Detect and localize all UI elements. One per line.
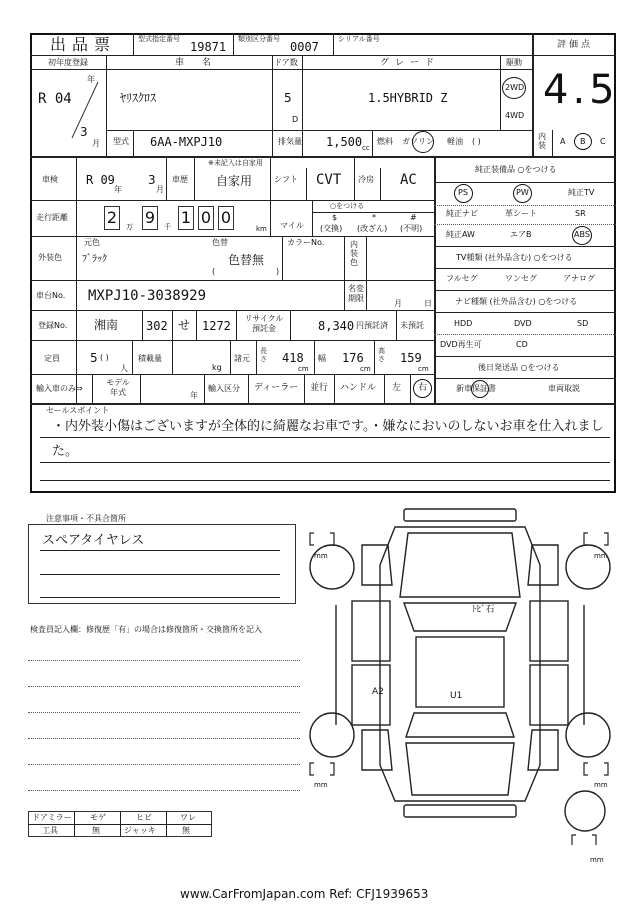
history-label: 車歴 [172, 175, 188, 184]
std-equip-item: PW [516, 188, 529, 197]
doors-value: 5 [284, 91, 292, 105]
tread-mm: mm [314, 781, 328, 789]
mileage-circle-note: ○をつける [330, 202, 365, 210]
mirror-cell: ジャッキ [124, 826, 156, 835]
mirror-cell: ドアミラー [32, 813, 72, 822]
first-reg-year-unit: 年 [87, 75, 95, 84]
chassis-value: MXPJ10-3038929 [88, 288, 207, 304]
registration-region: 湘南 [94, 318, 119, 332]
abs-circle [572, 226, 592, 245]
light-oil-label: 軽油 [447, 137, 463, 146]
car-damage-diagram [300, 505, 620, 845]
doors-label: ドア数 [274, 58, 298, 67]
evaluation-score: 4.5 [543, 67, 619, 113]
color-repaint-label: 色替 [212, 238, 228, 247]
inspection-label: 車検 [42, 175, 58, 184]
shift-value: CVT [316, 172, 342, 188]
tv-option: ワンセグ [505, 274, 537, 283]
std-equip-item: 純正ナビ [446, 209, 478, 218]
mileage-digit: 0 [198, 206, 214, 230]
std-equip-item: 革シート [505, 209, 537, 218]
navi-header: ナビ種類 (社外品含む) ○をつける [455, 297, 578, 306]
drive-2wd-circle [502, 77, 526, 99]
mileage-unknown-symbol: # [410, 213, 417, 222]
color-orig-value: ﾌﾞﾗｯｸ [82, 254, 107, 265]
handle-left: 左 [392, 383, 402, 393]
color-label: 外装色 [38, 253, 62, 262]
handle-right-circle [413, 379, 432, 398]
interior-b: B [580, 137, 586, 146]
recycle-label: リサイクル預託金 [244, 314, 284, 333]
std-equip-header: 純正装備品 ○をつける [475, 165, 557, 174]
load-label: 積載量 [138, 354, 162, 363]
height-label: 高さ [378, 347, 385, 364]
color-repaint-value: 色替無 [228, 253, 265, 267]
import-parallel: 並行 [310, 383, 329, 393]
fuel-gasoline-circle [412, 131, 434, 153]
model-year-unit: 年 [190, 391, 198, 400]
mileage-mile-label: マイル [280, 221, 304, 230]
color-no-label: カラーNo. [287, 238, 325, 247]
interior-c: C [600, 137, 606, 146]
recycle-not-deposited: 未預託 [400, 321, 424, 330]
damage-mark-a2: A2 [372, 687, 384, 697]
mirror-cell: 無 [182, 826, 190, 835]
ac-value: AC [400, 172, 417, 188]
damage-mark-hood: ﾄﾋﾞ石 [472, 605, 495, 615]
height-cm: cm [418, 365, 429, 373]
navi-option: DVD [514, 319, 532, 328]
sales-points-line2: た。 [52, 444, 79, 459]
std-equip-item: PS [458, 188, 468, 197]
registration-number: 1272 [202, 319, 231, 333]
navi-option: HDD [454, 319, 473, 328]
mileage-digit: 9 [142, 206, 158, 230]
history-value: 自家用 [216, 174, 253, 188]
pw-circle [513, 184, 532, 203]
name-change-day: 日 [424, 299, 432, 308]
mirror-cell: ヒビ [136, 813, 152, 822]
mileage-tampered-label: (改ざん) [357, 224, 388, 233]
tv-option: フルセグ [446, 274, 478, 283]
interior-color-label: 内装色 [350, 240, 358, 268]
later-item: 新車保証書 [456, 384, 496, 393]
mileage-sen: 千 [164, 223, 171, 231]
width-value: 176 [342, 351, 364, 365]
tread-mm: mm [594, 781, 608, 789]
interior-b-circle [574, 133, 592, 150]
car-name-label: 車名 [175, 58, 230, 68]
mileage-exchange-label: (交換) [320, 224, 343, 233]
inspection-era: R 09 [86, 173, 115, 187]
first-reg-month: 3 [80, 125, 88, 139]
ac-label: 冷房 [358, 175, 374, 184]
mileage-digit: 2 [104, 206, 120, 230]
drive-2wd: 2WD [505, 83, 525, 92]
color-paren-open: ( [212, 267, 216, 276]
handle-right: 右 [418, 383, 428, 393]
grade-label: グレード [380, 58, 441, 68]
mileage-digit: 1 [178, 206, 194, 230]
interior-label: 内装 [538, 132, 546, 150]
mileage-man: 万 [126, 223, 133, 231]
category-label: 類別区分番号 [238, 35, 280, 43]
dims-label: 諸元 [234, 354, 250, 363]
navi-option: SD [577, 319, 589, 328]
recycle-value: 8,340 [318, 319, 355, 333]
registration-class: 302 [146, 319, 168, 333]
color-paren-close: ) [276, 267, 280, 276]
displacement-label: 排気量 [278, 137, 302, 146]
import-dealer: ディーラー [254, 383, 299, 393]
interior-a: A [560, 137, 566, 146]
name-change-label: 名変期限 [348, 284, 364, 303]
type-value: 6AA-MXPJ10 [150, 135, 223, 149]
tv-option: アナログ [563, 274, 595, 283]
warranty-circle [471, 380, 489, 398]
height-value: 159 [400, 351, 422, 365]
grade-value: 1.5HYBRID Z [368, 91, 448, 105]
load-unit: kg [212, 363, 222, 372]
category-value: 0007 [290, 40, 319, 54]
car-name-value: ﾔﾘｽｸﾛｽ [120, 91, 157, 105]
inspection-month-unit: 月 [156, 185, 164, 194]
serial-label: シリアル番号 [338, 35, 380, 43]
notes-label: 注意事項・不具合箇所 [46, 514, 126, 523]
cd-option: CD [516, 340, 528, 349]
capacity-value: 5 [90, 351, 98, 365]
mileage-exchange-symbol: $ [332, 213, 338, 222]
first-reg-era-year: R 04 [38, 91, 72, 107]
std-equip-item: SR [575, 209, 586, 218]
fuel-label: 燃料 [377, 137, 393, 146]
damage-mark-u1: U1 [450, 691, 463, 701]
mileage-unknown-label: (不明) [400, 224, 423, 233]
mileage-km: km [256, 225, 267, 233]
ps-circle [454, 184, 473, 203]
tread-mm: mm [314, 552, 328, 560]
mirror-cell: ワレ [180, 813, 196, 822]
std-equip-item: エアB [510, 230, 532, 239]
tv-header: TV種類 (社外品含む) ○をつける [456, 253, 573, 262]
capacity-label: 定員 [44, 354, 60, 363]
inspection-year-unit: 年 [114, 185, 122, 194]
grade-points-label: 評価点 [557, 40, 594, 50]
doors-suffix: D [292, 115, 299, 124]
cc-unit: cc [362, 144, 370, 152]
history-note: ※未記入は自家用 [208, 159, 263, 167]
mileage-label: 走行距離 [36, 213, 68, 222]
fuel-value: ガソリン [402, 137, 434, 146]
sales-points-line1: ・内外装小傷はございますが全体的に綺麗なお車です。・嫌なにおいのしないお車を仕入れまし [52, 419, 604, 434]
shift-label: シフト [274, 175, 298, 184]
mirror-cell: 無 [92, 826, 100, 835]
name-change-month: 月 [394, 299, 402, 308]
std-equip-item: 純正AW [446, 230, 475, 239]
fuel-paren: ( ) [472, 137, 481, 146]
dvd-playback: DVD再生可 [440, 340, 482, 349]
capacity-unit: 人 [120, 364, 128, 373]
color-orig-label: 元色 [84, 238, 100, 247]
mirror-cell: 工具 [42, 826, 58, 835]
registration-kana: せ [178, 318, 191, 332]
model-year-label: モデル年式 [106, 378, 130, 397]
model-designation-value: 19871 [190, 40, 227, 54]
capacity-paren: ( ) [100, 353, 109, 362]
later-item: 車両取説 [548, 384, 580, 393]
tread-mm: mm [594, 552, 608, 560]
displacement-value: 1,500 [326, 135, 363, 149]
std-equip-item: 純正TV [568, 188, 595, 197]
mileage-digit: 0 [218, 206, 234, 230]
length-value: 418 [282, 351, 304, 365]
width-label: 幅 [318, 354, 326, 363]
tread-mm: mm [590, 856, 604, 864]
model-designation-label: 型式指定番号 [138, 35, 180, 43]
first-reg-label: 初年度登録 [48, 58, 88, 67]
drive-label: 駆動 [506, 58, 522, 67]
type-label: 型式 [113, 137, 129, 146]
registration-label: 登録No. [38, 321, 68, 330]
recycle-deposited: 円預託済 [356, 321, 388, 330]
mirror-cell: モゲ [90, 813, 106, 822]
sheet-title: 出品票 [50, 35, 117, 54]
mileage-tampered-symbol: * [372, 213, 376, 222]
inspection-month: 3 [148, 173, 156, 187]
drive-4wd: 4WD [505, 111, 525, 120]
import-only-label: 輸入車のみ⇒ [36, 384, 83, 393]
chassis-label: 車台No. [36, 291, 66, 300]
import-class-label: 輸入区分 [208, 384, 240, 393]
inspector-label: 検査員記入欄：修復歴「有」の場合は修復箇所・交換箇所を記入 [30, 625, 262, 634]
first-reg-month-unit: 月 [92, 139, 100, 148]
handle-label: ハンドル [340, 383, 377, 393]
length-cm: cm [298, 365, 309, 373]
width-cm: cm [360, 365, 371, 373]
length-label: 長さ [260, 347, 267, 364]
later-header: 後日発送品 ○をつける [478, 363, 560, 372]
footer-ref: www.CarFromJapan.com Ref: CFJ1939653 [180, 887, 429, 901]
sales-points-label: セールスポイント [46, 406, 110, 415]
std-equip-item: ABS [574, 230, 590, 239]
notes-line1: スペアタイヤレス [42, 533, 145, 548]
